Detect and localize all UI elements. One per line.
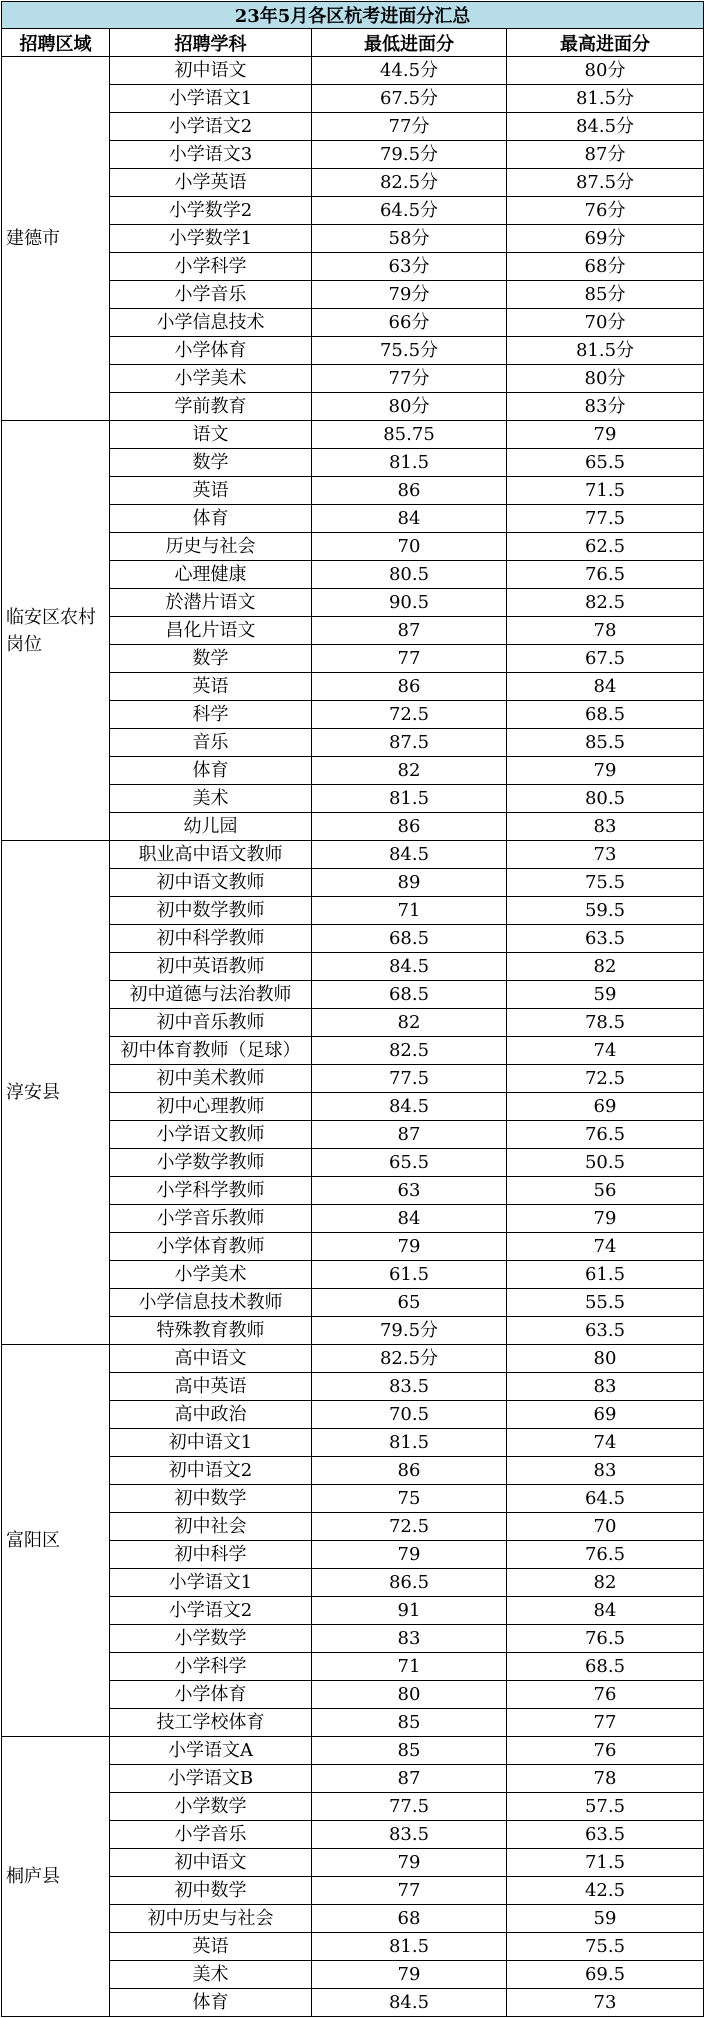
max-score-cell: 70 — [507, 1513, 704, 1541]
min-score-cell: 82 — [312, 1009, 507, 1037]
min-score-cell: 63 — [312, 1177, 507, 1205]
min-score-cell: 80.5 — [312, 561, 507, 589]
max-score-cell: 75.5 — [507, 1933, 704, 1961]
max-score-cell: 78 — [507, 617, 704, 645]
region-cell: 淳安县 — [2, 841, 110, 1345]
min-score-cell: 83.5 — [312, 1821, 507, 1849]
min-score-cell: 67.5分 — [312, 85, 507, 113]
subject-cell: 小学音乐教师 — [110, 1205, 312, 1233]
max-score-cell: 77.5 — [507, 505, 704, 533]
subject-cell: 小学语文3 — [110, 141, 312, 169]
max-score-cell: 83 — [507, 1373, 704, 1401]
subject-cell: 初中社会 — [110, 1513, 312, 1541]
subject-cell: 科学 — [110, 701, 312, 729]
region-cell: 桐庐县 — [2, 1737, 110, 2017]
max-score-cell: 77 — [507, 1709, 704, 1737]
subject-cell: 高中语文 — [110, 1345, 312, 1373]
max-score-cell: 55.5 — [507, 1289, 704, 1317]
subject-cell: 美术 — [110, 1961, 312, 1989]
header-row — [2, 29, 704, 57]
max-score-cell: 76.5 — [507, 1121, 704, 1149]
min-score-cell: 83 — [312, 1625, 507, 1653]
subject-cell: 小学科学 — [110, 253, 312, 281]
subject-cell: 小学科学 — [110, 1653, 312, 1681]
subject-cell: 英语 — [110, 477, 312, 505]
max-score-cell: 85分 — [507, 281, 704, 309]
min-score-cell: 80分 — [312, 393, 507, 421]
subject-cell: 初中体育教师（足球） — [110, 1037, 312, 1065]
subject-cell: 小学美术 — [110, 1261, 312, 1289]
min-score-cell: 85.75 — [312, 421, 507, 449]
max-score-cell: 84.5分 — [507, 113, 704, 141]
subject-cell: 小学体育教师 — [110, 1233, 312, 1261]
min-score-cell: 87 — [312, 617, 507, 645]
subject-cell: 英语 — [110, 1933, 312, 1961]
min-score-cell: 87 — [312, 1121, 507, 1149]
min-score-cell: 79分 — [312, 281, 507, 309]
min-score-cell: 44.5分 — [312, 57, 507, 85]
min-score-cell: 68.5 — [312, 981, 507, 1009]
subject-cell: 小学体育 — [110, 1681, 312, 1709]
min-score-cell: 77.5 — [312, 1065, 507, 1093]
subject-cell: 小学数学 — [110, 1793, 312, 1821]
max-score-cell: 79 — [507, 1205, 704, 1233]
min-score-cell: 87.5 — [312, 729, 507, 757]
max-score-cell: 59 — [507, 1905, 704, 1933]
table-row — [2, 841, 704, 869]
max-score-cell: 59.5 — [507, 897, 704, 925]
subject-cell: 小学音乐 — [110, 281, 312, 309]
max-score-cell: 70分 — [507, 309, 704, 337]
max-score-cell: 69.5 — [507, 1961, 704, 1989]
min-score-cell: 70.5 — [312, 1401, 507, 1429]
subject-cell: 历史与社会 — [110, 533, 312, 561]
max-score-cell: 82 — [507, 1569, 704, 1597]
min-score-cell: 84 — [312, 505, 507, 533]
min-score-cell: 89 — [312, 869, 507, 897]
subject-cell: 初中音乐教师 — [110, 1009, 312, 1037]
max-score-cell: 71.5 — [507, 1849, 704, 1877]
min-score-cell: 84.5 — [312, 841, 507, 869]
subject-cell: 初中英语教师 — [110, 953, 312, 981]
max-score-cell: 65.5 — [507, 449, 704, 477]
subject-cell: 初中科学教师 — [110, 925, 312, 953]
max-score-cell: 67.5 — [507, 645, 704, 673]
max-score-cell: 78 — [507, 1765, 704, 1793]
column-header-max-score: 最高进面分 — [507, 29, 704, 57]
subject-cell: 小学语文1 — [110, 1569, 312, 1597]
max-score-cell: 73 — [507, 841, 704, 869]
subject-cell: 特殊教育教师 — [110, 1317, 312, 1345]
min-score-cell: 81.5 — [312, 1429, 507, 1457]
min-score-cell: 86.5 — [312, 1569, 507, 1597]
subject-cell: 高中政治 — [110, 1401, 312, 1429]
max-score-cell: 82 — [507, 953, 704, 981]
min-score-cell: 83.5 — [312, 1373, 507, 1401]
max-score-cell: 75.5 — [507, 869, 704, 897]
table-row — [2, 1345, 704, 1373]
subject-cell: 初中道德与法治教师 — [110, 981, 312, 1009]
subject-cell: 初中数学 — [110, 1877, 312, 1905]
min-score-cell: 85 — [312, 1709, 507, 1737]
min-score-cell: 61.5 — [312, 1261, 507, 1289]
max-score-cell: 81.5分 — [507, 337, 704, 365]
subject-cell: 於潜片语文 — [110, 589, 312, 617]
min-score-cell: 82.5分 — [312, 1345, 507, 1373]
min-score-cell: 84.5 — [312, 1989, 507, 2017]
max-score-cell: 74 — [507, 1037, 704, 1065]
min-score-cell: 68.5 — [312, 925, 507, 953]
max-score-cell: 68.5 — [507, 701, 704, 729]
column-header-region: 招聘区域 — [2, 29, 110, 57]
max-score-cell: 42.5 — [507, 1877, 704, 1905]
min-score-cell: 65 — [312, 1289, 507, 1317]
min-score-cell: 84 — [312, 1205, 507, 1233]
min-score-cell: 79.5分 — [312, 1317, 507, 1345]
max-score-cell: 76.5 — [507, 1625, 704, 1653]
min-score-cell: 79 — [312, 1961, 507, 1989]
max-score-cell: 83 — [507, 1457, 704, 1485]
subject-cell: 小学数学 — [110, 1625, 312, 1653]
subject-cell: 小学数学1 — [110, 225, 312, 253]
table-title: 23年5月各区杭考进面分汇总 — [2, 2, 704, 29]
min-score-cell: 84.5 — [312, 1093, 507, 1121]
subject-cell: 小学数学2 — [110, 197, 312, 225]
subject-cell: 初中历史与社会 — [110, 1905, 312, 1933]
min-score-cell: 86 — [312, 477, 507, 505]
max-score-cell: 63.5 — [507, 925, 704, 953]
min-score-cell: 87 — [312, 1765, 507, 1793]
subject-cell: 昌化片语文 — [110, 617, 312, 645]
max-score-cell: 59 — [507, 981, 704, 1009]
min-score-cell: 75 — [312, 1485, 507, 1513]
max-score-cell: 81.5分 — [507, 85, 704, 113]
max-score-cell: 62.5 — [507, 533, 704, 561]
max-score-cell: 84 — [507, 1597, 704, 1625]
max-score-cell: 68.5 — [507, 1653, 704, 1681]
min-score-cell: 79 — [312, 1233, 507, 1261]
min-score-cell: 79 — [312, 1541, 507, 1569]
min-score-cell: 68 — [312, 1905, 507, 1933]
subject-cell: 小学语文2 — [110, 113, 312, 141]
max-score-cell: 56 — [507, 1177, 704, 1205]
min-score-cell: 85 — [312, 1737, 507, 1765]
subject-cell: 技工学校体育 — [110, 1709, 312, 1737]
max-score-cell: 74 — [507, 1233, 704, 1261]
min-score-cell: 75.5分 — [312, 337, 507, 365]
subject-cell: 小学体育 — [110, 337, 312, 365]
max-score-cell: 71.5 — [507, 477, 704, 505]
max-score-cell: 69 — [507, 1093, 704, 1121]
max-score-cell: 64.5 — [507, 1485, 704, 1513]
column-header-subject: 招聘学科 — [110, 29, 312, 57]
max-score-cell: 87分 — [507, 141, 704, 169]
max-score-cell: 69分 — [507, 225, 704, 253]
min-score-cell: 86 — [312, 673, 507, 701]
subject-cell: 初中心理教师 — [110, 1093, 312, 1121]
max-score-cell: 69 — [507, 1401, 704, 1429]
column-header-min-score: 最低进面分 — [312, 29, 507, 57]
subject-cell: 学前教育 — [110, 393, 312, 421]
max-score-cell: 63.5 — [507, 1821, 704, 1849]
min-score-cell: 71 — [312, 897, 507, 925]
subject-cell: 小学英语 — [110, 169, 312, 197]
min-score-cell: 86 — [312, 813, 507, 841]
max-score-cell: 79 — [507, 757, 704, 785]
min-score-cell: 77 — [312, 1877, 507, 1905]
min-score-cell: 65.5 — [312, 1149, 507, 1177]
region-cell: 临安区农村岗位 — [2, 421, 110, 841]
subject-cell: 职业高中语文教师 — [110, 841, 312, 869]
subject-cell: 美术 — [110, 785, 312, 813]
min-score-cell: 82 — [312, 757, 507, 785]
max-score-cell: 78.5 — [507, 1009, 704, 1037]
min-score-cell: 72.5 — [312, 1513, 507, 1541]
min-score-cell: 82.5 — [312, 1037, 507, 1065]
subject-cell: 幼儿园 — [110, 813, 312, 841]
min-score-cell: 86 — [312, 1457, 507, 1485]
subject-cell: 小学信息技术教师 — [110, 1289, 312, 1317]
max-score-cell: 76 — [507, 1681, 704, 1709]
min-score-cell: 90.5 — [312, 589, 507, 617]
max-score-cell: 72.5 — [507, 1065, 704, 1093]
subject-cell: 初中语文教师 — [110, 869, 312, 897]
min-score-cell: 70 — [312, 533, 507, 561]
max-score-cell: 76 — [507, 1737, 704, 1765]
max-score-cell: 82.5 — [507, 589, 704, 617]
max-score-cell: 80分 — [507, 57, 704, 85]
subject-cell: 体育 — [110, 1989, 312, 2017]
subject-cell: 小学数学教师 — [110, 1149, 312, 1177]
subject-cell: 初中科学 — [110, 1541, 312, 1569]
min-score-cell: 82.5分 — [312, 169, 507, 197]
max-score-cell: 68分 — [507, 253, 704, 281]
subject-cell: 小学语文A — [110, 1737, 312, 1765]
max-score-cell: 76分 — [507, 197, 704, 225]
max-score-cell: 63.5 — [507, 1317, 704, 1345]
max-score-cell: 76.5 — [507, 561, 704, 589]
min-score-cell: 84.5 — [312, 953, 507, 981]
min-score-cell: 77分 — [312, 365, 507, 393]
min-score-cell: 81.5 — [312, 785, 507, 813]
subject-cell: 初中语文 — [110, 57, 312, 85]
subject-cell: 音乐 — [110, 729, 312, 757]
max-score-cell: 74 — [507, 1429, 704, 1457]
max-score-cell: 83 — [507, 813, 704, 841]
min-score-cell: 80 — [312, 1681, 507, 1709]
subject-cell: 英语 — [110, 673, 312, 701]
table-row — [2, 421, 704, 449]
min-score-cell: 77 — [312, 645, 507, 673]
min-score-cell: 79 — [312, 1849, 507, 1877]
table-body — [2, 57, 704, 2017]
max-score-cell: 57.5 — [507, 1793, 704, 1821]
title-row — [2, 2, 704, 29]
max-score-cell: 76.5 — [507, 1541, 704, 1569]
table-row — [2, 57, 704, 85]
subject-cell: 数学 — [110, 645, 312, 673]
min-score-cell: 64.5分 — [312, 197, 507, 225]
subject-cell: 初中语文1 — [110, 1429, 312, 1457]
max-score-cell: 73 — [507, 1989, 704, 2017]
subject-cell: 小学美术 — [110, 365, 312, 393]
table-row — [2, 1737, 704, 1765]
score-summary-table — [1, 1, 704, 2017]
subject-cell: 小学语文B — [110, 1765, 312, 1793]
max-score-cell: 83分 — [507, 393, 704, 421]
subject-cell: 小学语文教师 — [110, 1121, 312, 1149]
min-score-cell: 66分 — [312, 309, 507, 337]
min-score-cell: 71 — [312, 1653, 507, 1681]
subject-cell: 初中美术教师 — [110, 1065, 312, 1093]
subject-cell: 小学信息技术 — [110, 309, 312, 337]
subject-cell: 小学科学教师 — [110, 1177, 312, 1205]
subject-cell: 小学音乐 — [110, 1821, 312, 1849]
max-score-cell: 80.5 — [507, 785, 704, 813]
region-cell: 建德市 — [2, 57, 110, 421]
max-score-cell: 84 — [507, 673, 704, 701]
subject-cell: 初中语文2 — [110, 1457, 312, 1485]
subject-cell: 体育 — [110, 757, 312, 785]
min-score-cell: 77.5 — [312, 1793, 507, 1821]
subject-cell: 初中语文 — [110, 1849, 312, 1877]
max-score-cell: 80分 — [507, 365, 704, 393]
subject-cell: 小学语文1 — [110, 85, 312, 113]
subject-cell: 语文 — [110, 421, 312, 449]
max-score-cell: 61.5 — [507, 1261, 704, 1289]
min-score-cell: 77分 — [312, 113, 507, 141]
subject-cell: 初中数学 — [110, 1485, 312, 1513]
min-score-cell: 72.5 — [312, 701, 507, 729]
subject-cell: 高中英语 — [110, 1373, 312, 1401]
subject-cell: 小学语文2 — [110, 1597, 312, 1625]
subject-cell: 初中数学教师 — [110, 897, 312, 925]
min-score-cell: 63分 — [312, 253, 507, 281]
min-score-cell: 81.5 — [312, 1933, 507, 1961]
min-score-cell: 79.5分 — [312, 141, 507, 169]
max-score-cell: 79 — [507, 421, 704, 449]
subject-cell: 心理健康 — [110, 561, 312, 589]
max-score-cell: 85.5 — [507, 729, 704, 757]
min-score-cell: 81.5 — [312, 449, 507, 477]
subject-cell: 数学 — [110, 449, 312, 477]
region-cell: 富阳区 — [2, 1345, 110, 1737]
min-score-cell: 58分 — [312, 225, 507, 253]
subject-cell: 体育 — [110, 505, 312, 533]
max-score-cell: 50.5 — [507, 1149, 704, 1177]
max-score-cell: 87.5分 — [507, 169, 704, 197]
max-score-cell: 80 — [507, 1345, 704, 1373]
min-score-cell: 91 — [312, 1597, 507, 1625]
